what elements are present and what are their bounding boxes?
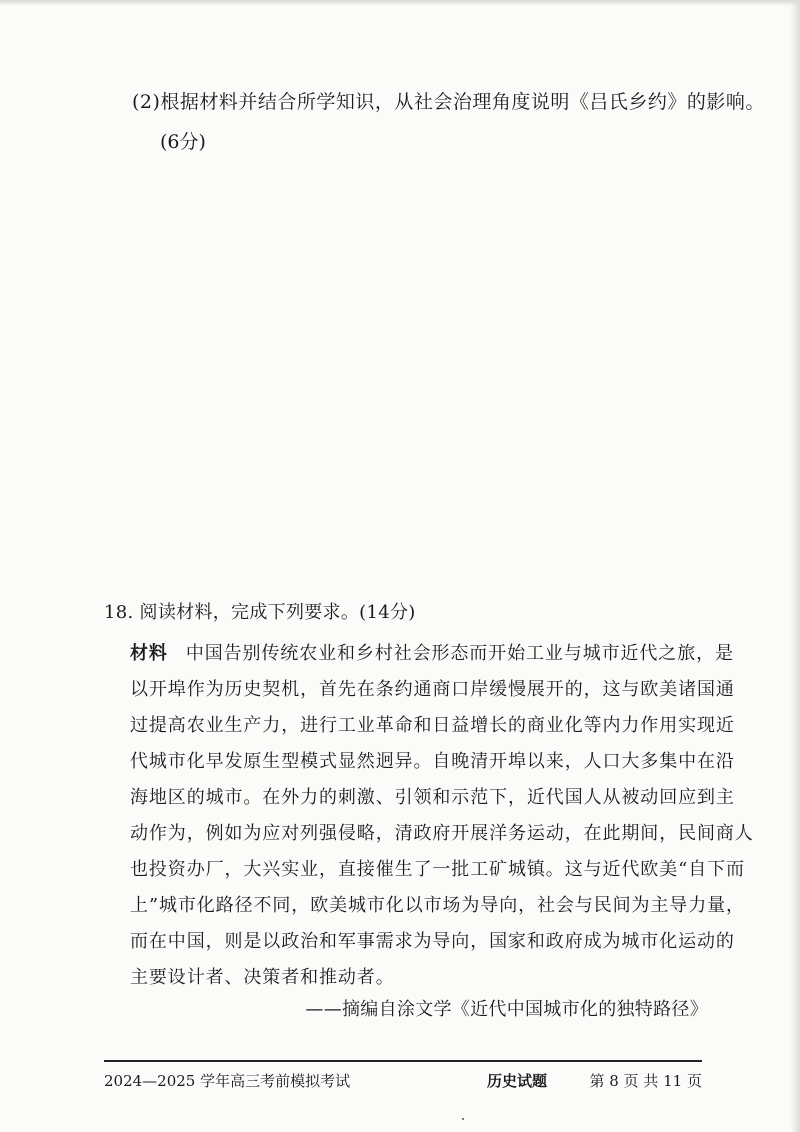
material-line [130,636,734,672]
question-2-prompt: (2)根据材料并结合所学知识，从社会治理角度说明《吕氏乡约》的影响。 [132,91,765,113]
material-passage [130,636,754,996]
material-line: 动作为，例如为应对列强侵略，清政府开展洋务运动，在此期间，民间商人 [130,823,754,844]
scan-edge [790,0,800,1132]
subject-name: 历史试题 [487,1072,548,1090]
material-line: 上”城市化路径不同，欧美城市化以市场为导向，社会与民间为主导力量， [130,895,745,916]
scan-speck [462,1118,464,1120]
material-line: 而在中国，则是以政治和军事需求为导向，国家和政府成为城市化运动的 [130,931,735,952]
material-line: 海地区的城市。在外力的刺激、引领和示范下，近代国人从被动回应到主 [130,787,735,808]
material-line: 也投资办厂，大兴实业，直接催生了一批工矿城镇。这与近代欧美“自下而 [130,859,745,880]
material-line: 以开埠作为历史契机，首先在条约通商口岸缓慢展开的，这与欧美诸国通 [130,679,735,700]
material-line: 代城市化早发原生型模式显然迥异。自晚清开埠以来，人口大多集中在沿 [130,751,735,772]
question-2-score: (6分) [160,131,206,153]
material-line: 主要设计者、决策者和推动者。 [130,967,395,988]
scan-edge [0,0,800,6]
material-source: ——摘编自涂文学《近代中国城市化的独特路径》 [305,999,708,1020]
footer-divider [104,1060,702,1062]
page-footer [104,1064,702,1092]
material-line: 过提高农业生产力，进行工业革命和日益增长的商业化等内力作用实现近 [130,715,735,736]
exam-name: 2024—2025 学年高三考前模拟考试 [104,1072,351,1090]
page-number: 第 8 页 共 11 页 [589,1072,702,1090]
material-label: 材料 [130,643,168,664]
material-text: 中国告别传统农业和乡村社会形态而开始工业与城市近代之旅，是 [185,643,734,664]
question-18-title: 18. 阅读材料，完成下列要求。(14分) [104,602,416,623]
